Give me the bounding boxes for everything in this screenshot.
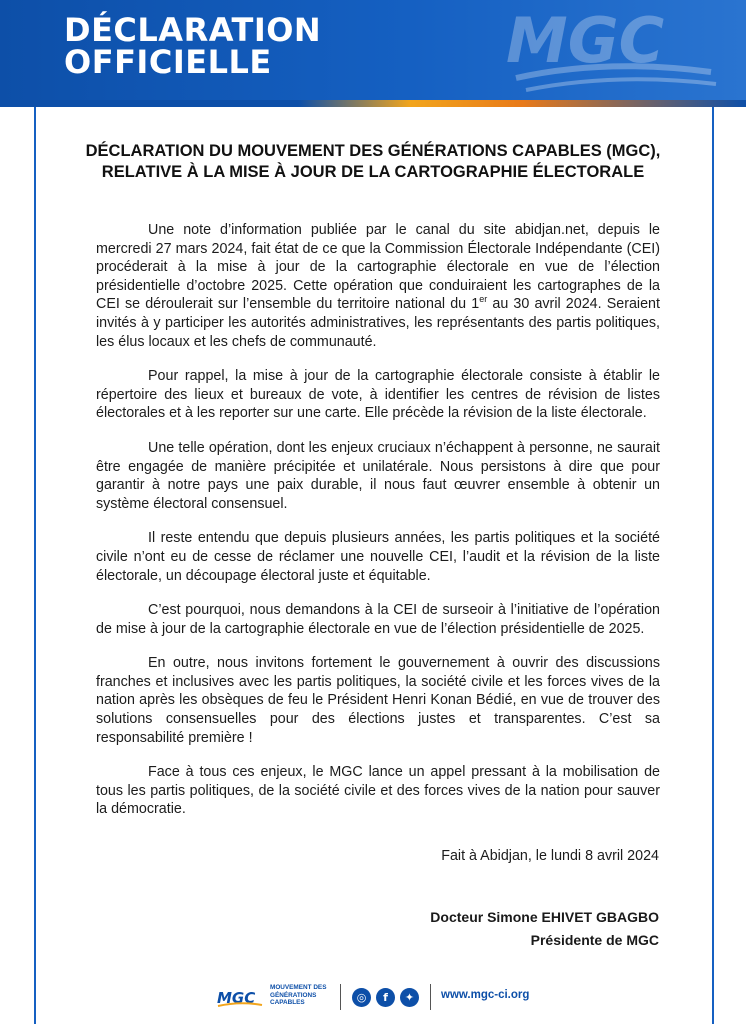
frame-right-border xyxy=(712,107,714,1024)
header-accent-stripe xyxy=(0,100,746,107)
paragraph-6: En outre, nous invitons fortement le gouvernement à ouvrir des discussions franches et inclusives avec les partis politiques, la société civile et les forces vives de la nation après les obsèques de feu le Président Henri Konan Bédié, en vue de trouver des solutions consensuelles pour des élections justes et transparentes. C’est sa responsabilité première ! xyxy=(96,655,660,746)
facebook-icon[interactable]: f xyxy=(376,988,395,1007)
footer-divider xyxy=(430,984,431,1010)
instagram-icon[interactable]: ◎ xyxy=(352,988,371,1007)
footer xyxy=(0,980,746,1014)
mgc-watermark-logo xyxy=(496,0,726,100)
document-title xyxy=(60,141,686,183)
footer-divider xyxy=(340,984,341,1010)
paragraph-1-superscript: er xyxy=(479,294,488,305)
paragraph-5: C’est pourquoi, nous demandons à la CEI de surseoir à l’initiative de l’opération de mise à jour de la cartographie électorale en vue de l’élection présidentielle de 2025. xyxy=(96,602,660,637)
paragraph-3: Une telle opération, dont les enjeux cruciaux n’échappent à personne, ne saurait être engagée de manière précipitée et unilatérale. Nous persistons à dire que pour garantir à notre pays une paix durable, il nous faut œuvrer ensemble à obtenir un système électoral consensuel. xyxy=(96,439,660,512)
paragraph-1 xyxy=(96,221,660,351)
svg-text:MGC: MGC xyxy=(506,4,665,77)
document-body xyxy=(96,221,660,835)
footer-org-line3: CAPABLES xyxy=(270,999,305,1007)
header-title-line2: OFFICIELLE xyxy=(64,43,272,81)
twitter-icon[interactable]: ✦ xyxy=(400,988,419,1007)
footer-org-line2: GÉNÉRATIONS xyxy=(270,991,317,999)
signatory-role: Présidente de MGC xyxy=(530,932,659,948)
header-title xyxy=(64,11,322,81)
footer-org-line1: MOUVEMENT DES xyxy=(270,984,327,991)
signatory-name: Docteur Simone EHIVET GBAGBO xyxy=(430,909,659,925)
paragraph-1-part-a: Une note d’information publiée par le canal du site abidjan.net, depuis le mercredi 27 mars 2024, fait état de ce que la Commission Électorale Indépendante (CEI) procéderait à la mise à jour de la cartographie électorale en vue de l’élection présidentielle d’octobre 2025. Cette opération que conduiraient les cartographes de la CEI se déroulerait sur l’ensemble du territoire national du 1 xyxy=(96,222,660,313)
header-title-line1: DÉCLARATION xyxy=(64,11,322,49)
paragraph-4: Il reste entendu que depuis plusieurs années, les partis politiques et la société civile n’ont eu de cesse de réclamer une nouvelle CEI, l’audit et la révision de la liste électorale, un découpage électoral juste et équitable. xyxy=(96,530,660,584)
header-banner xyxy=(0,0,746,100)
svg-text:MGC: MGC xyxy=(217,989,256,1007)
paragraph-2: Pour rappel, la mise à jour de la cartographie électorale consiste à établir le répertoire des lieux et bureaux de vote, à identifier les centres de révision de listes électorales et à les reporter sur une carte. Elle précède la révision de la liste électorale. xyxy=(96,368,660,422)
website-link[interactable]: www.mgc-ci.org xyxy=(441,989,530,1001)
paragraph-1-part-b: au 30 avril 2024. Seraient invités à y participer les autorités administratives, les représentants des partis politiques, les élus locaux et les chefs de communauté. xyxy=(96,296,660,350)
document-title-line2: RELATIVE À LA MISE À JOUR DE LA CARTOGRAPHIE ÉLECTORALE xyxy=(101,163,645,181)
mgc-footer-logo xyxy=(216,987,264,1009)
place-date: Fait à Abidjan, le lundi 8 avril 2024 xyxy=(441,848,659,864)
frame-left-border xyxy=(34,107,36,1024)
footer-org-name xyxy=(270,984,334,1007)
document-title-line1: DÉCLARATION DU MOUVEMENT DES GÉNÉRATIONS CAPABLES (MGC), xyxy=(85,142,661,160)
paragraph-7: Face à tous ces enjeux, le MGC lance un appel pressant à la mobilisation de tous les partis politiques, de la société civile et des forces vives de la nation pour sauver la démocratie. xyxy=(96,764,660,818)
